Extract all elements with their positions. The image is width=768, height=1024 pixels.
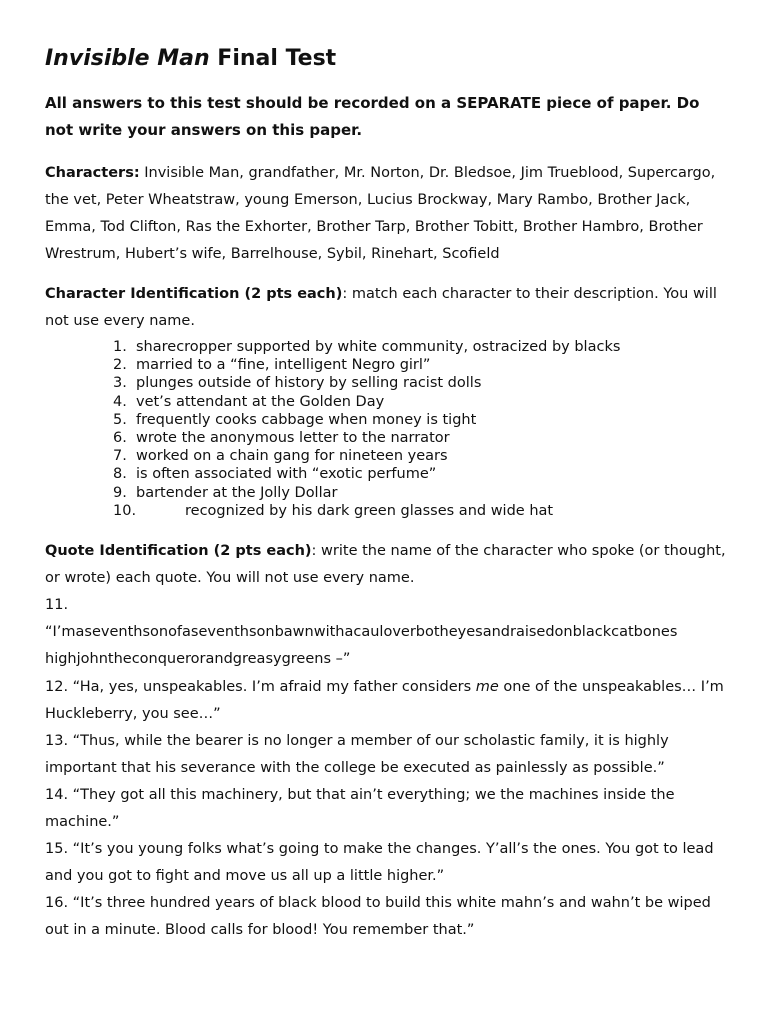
- characters-list: Invisible Man, grandfather, Mr. Norton, Dr. Bledsoe, Jim Trueblood, Supercargo, the vet, Peter Wheatstraw, young Emerson, Lucius Brockway, Mary Rambo, Brother Jack, Emma, Tod Clifton, Ras the Exhorter, Brother Tarp, Brother Tobitt, Brother Hambro, Brother Wrestrum, Hubert’s wife, Barrelhouse, Sybil, Rinehart, Scofield: [45, 165, 716, 262]
- quote-12-start: 12. “Ha, yes, unspeakables. I’m afraid my father considers: [45, 678, 476, 695]
- list-item: [113, 374, 726, 392]
- item-text: bartender at the Jolly Dollar: [136, 484, 338, 501]
- title-rest: Final Test: [209, 46, 337, 71]
- item-number: 10.: [113, 502, 137, 519]
- item-text: frequently cooks cabbage when money is tight: [136, 411, 477, 428]
- list-item: [113, 465, 726, 483]
- item-number: 9.: [113, 484, 127, 501]
- item-number: 3.: [113, 375, 127, 392]
- title-book-name: Invisible Man: [45, 46, 210, 71]
- test-instructions: All answers to this test should be recorded on a SEPARATE piece of paper. Do not write your answers on this paper.: [45, 94, 700, 139]
- quote-11-number: 11.: [45, 597, 69, 614]
- item-text: vet’s attendant at the Golden Day: [136, 393, 385, 410]
- quote-id-section: [45, 538, 726, 944]
- item-number: 6.: [113, 430, 127, 447]
- quote-11-line-1: “I’maseventhsonofaseventhsonbawnwithacauloverbotheyesandraisedonblackcatbones: [45, 624, 678, 641]
- item-number: 5.: [113, 411, 127, 428]
- item-number: 2.: [113, 357, 127, 374]
- list-item: [113, 338, 726, 356]
- list-item: [113, 502, 726, 520]
- item-text: married to a “fine, intelligent Negro girl”: [136, 357, 431, 374]
- quote-12: [45, 674, 726, 728]
- list-item: [113, 356, 726, 374]
- item-text: sharecropper supported by white community, ostracized by blacks: [136, 339, 621, 355]
- quote-16: 16. “It’s three hundred years of black blood to build this white mahn’s and wahn’t be wiped out in a minute. Blood calls for blood! You remember that.”: [45, 895, 711, 939]
- list-item: [113, 447, 726, 465]
- item-text: recognized by his dark green glasses and wide hat: [185, 502, 554, 519]
- list-item: [113, 393, 726, 411]
- item-text: is often associated with “exotic perfume”: [136, 466, 437, 483]
- list-item: [113, 429, 726, 447]
- characters-section: [45, 160, 726, 268]
- characters-label: Characters:: [45, 165, 140, 181]
- character-id-section: [45, 281, 726, 335]
- quote-15: 15. “It’s you young folks what’s going to make the changes. Y’all’s the ones. You got to lead and you got to fight and move us all up a little higher.”: [45, 841, 714, 885]
- quote-11-line-2: highjohntheconquerorandgreasygreens –”: [45, 651, 351, 668]
- quote-id-text: : write the name of the character who spoke (or thought, or wrote) each quote. You will not use every name.: [45, 543, 726, 587]
- quote-id-intro: [45, 538, 726, 592]
- item-text: plunges outside of history by selling racist dolls: [136, 375, 482, 392]
- character-id-list: [45, 338, 726, 520]
- item-text: worked on a chain gang for nineteen years: [136, 448, 448, 465]
- item-number: 4.: [113, 393, 127, 410]
- quote-14: 14. “They got all this machinery, but that ain’t everything; we the machines inside the machine.”: [45, 786, 675, 830]
- quote-12-emphasis: me: [475, 678, 499, 695]
- quote-12-end: one of the unspeakables… I’m Huckleberry, you see…”: [45, 678, 724, 722]
- item-text: wrote the anonymous letter to the narrator: [136, 430, 450, 447]
- list-item: [113, 411, 726, 429]
- quote-id-label: Quote Identification (2 pts each): [45, 543, 312, 560]
- character-id-label: Character Identification (2 pts each): [45, 286, 343, 302]
- item-number: 1.: [113, 339, 127, 355]
- quote-13: 13. “Thus, while the bearer is no longer a member of our scholastic family, it is highly important that his severance with the college be executed as painlessly as possible.”: [45, 732, 669, 776]
- item-number: 7.: [113, 448, 127, 465]
- page-title: [45, 44, 726, 74]
- list-item: [113, 484, 726, 502]
- character-id-text: : match each character to their description. You will not use every name.: [45, 286, 717, 329]
- item-number: 8.: [113, 466, 127, 483]
